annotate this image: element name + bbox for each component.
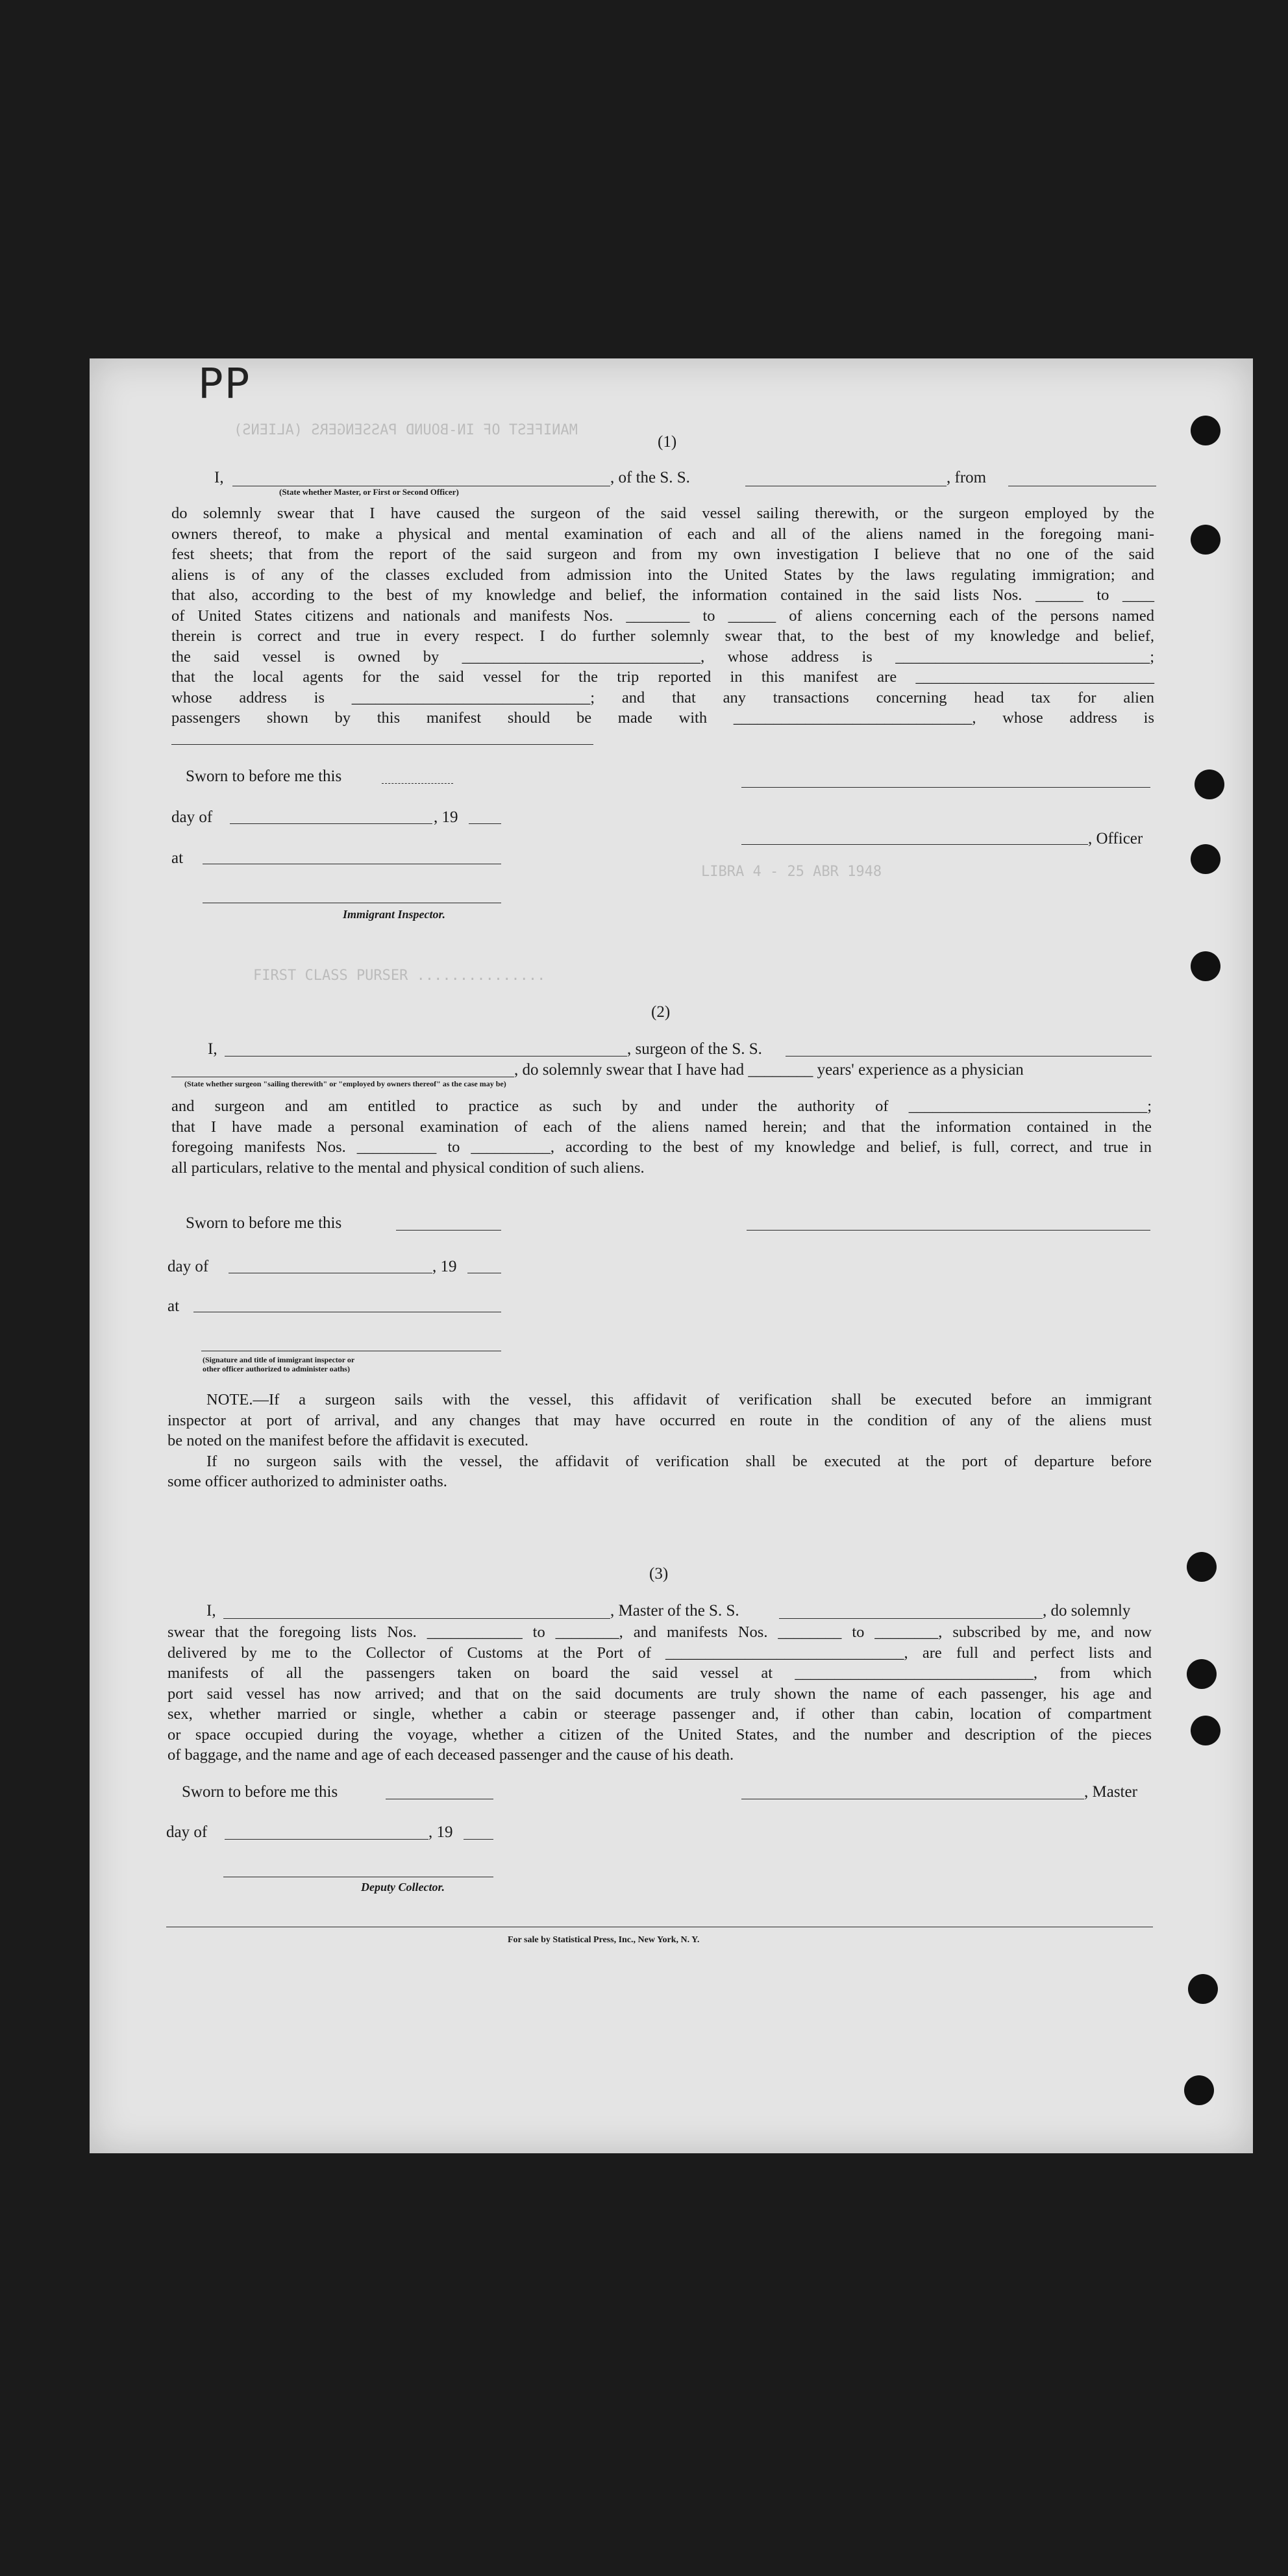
s1-signature-line-b <box>741 844 1088 845</box>
s1-line: aliens is of any of the classes excluded from admission into the United States by the laws regulating immigration; and <box>171 566 1154 584</box>
s3-collector-caption: Deputy Collector. <box>361 1881 445 1894</box>
s2-sworn-line <box>396 1230 501 1231</box>
s2-line: all particulars, relative to the mental and physical condition of such aliens. <box>171 1158 645 1177</box>
note-line: be noted on the manifest before the affidavit is executed. <box>167 1432 529 1449</box>
s1-day-of: day of <box>171 808 213 826</box>
s1-from: , from <box>947 469 987 486</box>
s3-master-of: , Master of the S. S. <box>610 1602 739 1619</box>
s3-sworn: Sworn to before me this <box>182 1783 338 1801</box>
s2-surgeon-signature-line <box>747 1230 1150 1231</box>
binder-hole <box>1187 1659 1217 1689</box>
s2-vessel-line <box>786 1056 1152 1057</box>
s3-paragraph <box>167 1622 1152 1766</box>
s1-line: owners thereof, to make a physical and mental examination of each and all of the aliens named in the foregoing mani- <box>171 525 1154 543</box>
s2-line: foregoing manifests Nos. __________ to __________, according to the best of my knowledge and belief, is full, correct, and true in <box>171 1138 1152 1156</box>
s2-sworn: Sworn to before me this <box>186 1214 342 1232</box>
s2-sig-note-1: (Signature and title of immigrant inspector or <box>203 1355 355 1364</box>
s1-officer-label: , Officer <box>1088 830 1143 847</box>
s2-note <box>167 1390 1152 1492</box>
s1-line: of United States citizens and nationals and manifests Nos. ________ to ______ of aliens concerning each of the persons named <box>171 606 1154 625</box>
section-2-number: (2) <box>651 1003 671 1021</box>
s1-line: fest sheets; that from the report of the said surgeon and from my own investigation I believe that no one of the said <box>171 545 1154 563</box>
s3-day-of: day of <box>166 1823 208 1841</box>
note-line: inspector at port of arrival, and any changes that may have occurred en route in the condition of any of the aliens must <box>167 1411 1152 1429</box>
s2-paragraph <box>171 1096 1152 1178</box>
s3-day-line <box>225 1839 428 1840</box>
s1-of-ss: , of the S. S. <box>610 469 690 486</box>
s1-i-label: I, <box>214 469 224 486</box>
binder-hole <box>1191 844 1220 874</box>
binder-hole <box>1191 525 1220 555</box>
s3-line: manifests of all the passengers taken on board the said vessel at ______________________________, from which <box>167 1664 1152 1682</box>
s3-line: delivered by me to the Collector of Customs at the Port of ______________________________, are full and perfect lists and <box>167 1644 1152 1662</box>
s3-solemnly: , do solemnly <box>1043 1602 1131 1619</box>
s1-year-line <box>469 823 501 824</box>
s3-vessel-line <box>779 1618 1043 1619</box>
section-1-number: (1) <box>658 433 677 451</box>
s1-paragraph <box>171 503 1154 729</box>
bleed-through-text: LIBRA 4 - 25 ABR 1948 <box>701 864 882 880</box>
s2-sig-note-2: other officer authorized to administer oaths) <box>203 1364 350 1373</box>
s3-line: port said vessel has now arrived; and that on the said documents are truly shown the name of each passenger, his age and <box>167 1684 1152 1703</box>
s3-year-line <box>464 1839 493 1840</box>
binder-hole <box>1187 1552 1217 1582</box>
binder-hole <box>1184 2075 1214 2105</box>
s2-surgeon-of: , surgeon of the S. S. <box>627 1040 762 1058</box>
s3-year: , 19 <box>428 1823 453 1841</box>
s3-line: sex, whether married or single, whether a cabin or steerage passenger and, if other than cabin, location of compartment <box>167 1705 1152 1723</box>
handwritten-mark: PP <box>198 360 251 408</box>
s2-state-note: (State whether surgeon "sailing therewith" or "employed by owners thereof" as the case may be) <box>184 1079 506 1088</box>
binder-hole <box>1188 1974 1218 2004</box>
s1-state-note: (State whether Master, or First or Second Officer) <box>279 487 459 497</box>
s3-name-line <box>223 1618 610 1619</box>
s1-line: that the local agents for the said vessel for the trip reported in this manifest are ______________________________ <box>171 668 1154 686</box>
s1-sworn: Sworn to before me this <box>186 768 342 785</box>
bleed-through-text: MANIFEST OF IN-BOUND PASSENGERS (ALIENS) <box>234 422 578 438</box>
binder-hole <box>1195 769 1224 799</box>
footer-printer-note: For sale by Statistical Press, Inc., New York, N. Y. <box>508 1935 700 1945</box>
s1-at: at <box>171 849 184 867</box>
s1-line: whose address is ______________________________; and that any transactions concerning head tax for alien <box>171 688 1154 707</box>
s2-at: at <box>167 1297 180 1315</box>
s1-inspector-caption: Immigrant Inspector. <box>343 908 446 921</box>
section-3-number: (3) <box>649 1565 669 1582</box>
s1-sworn-line <box>382 783 453 784</box>
s1-rule <box>171 744 593 745</box>
note-line: If no surgeon sails with the vessel, the affidavit of verification shall be executed at the port of departure before <box>206 1452 1152 1470</box>
note-line: some officer authorized to administer oaths. <box>167 1473 447 1490</box>
binder-hole <box>1191 951 1220 981</box>
s1-signature-line-a <box>741 787 1150 788</box>
s1-line: therein is correct and true in every respect. I do further solemnly swear that, to the best of my knowledge and belief, <box>171 627 1154 645</box>
s1-line: that also, according to the best of my knowledge and belief, the information contained in the said lists Nos. ______ to ____ <box>171 586 1154 604</box>
binder-hole <box>1191 1716 1220 1745</box>
s3-line: swear that the foregoing lists Nos. ____________ to ________, and manifests Nos. ________ to ________, subscribed by me, and now <box>167 1623 1152 1641</box>
s2-line1: , do solemnly swear that I have had ________ years' experience as a physician <box>514 1061 1024 1079</box>
s3-line: or space occupied during the voyage, whether a citizen of the United States, and the number and description of the pieces <box>167 1725 1152 1744</box>
s3-i-label: I, <box>206 1602 216 1619</box>
s1-day-line <box>230 823 432 824</box>
s1-line: do solemnly swear that I have caused the surgeon of the said vessel sailing therewith, or the surgeon employed by the <box>171 505 1154 522</box>
s3-master-label: , Master <box>1084 1783 1137 1801</box>
note-line: NOTE.—If a surgeon sails with the vessel, this affidavit of verification shall be executed before an immigrant <box>206 1391 1152 1408</box>
s2-name-line <box>225 1056 627 1057</box>
s2-line: and surgeon and am entitled to practice as such by and under the authority of ______________________________; <box>171 1097 1152 1115</box>
s2-i-label: I, <box>208 1040 217 1058</box>
binder-hole <box>1191 416 1220 445</box>
s3-line: of baggage, and the name and age of each deceased passenger and the cause of his death. <box>167 1746 734 1764</box>
s1-line: the said vessel is owned by ______________________________, whose address is ________________________________; <box>171 647 1154 666</box>
s2-line: that I have made a personal examination of each of the aliens named herein; and that the information contained in the <box>171 1118 1152 1136</box>
s1-year: , 19 <box>434 808 458 826</box>
bleed-through-text: FIRST CLASS PURSER ............... <box>253 968 546 984</box>
s2-year: , 19 <box>432 1258 457 1275</box>
s2-day-of: day of <box>167 1258 209 1275</box>
s1-line: passengers shown by this manifest should be made with ______________________________, whose address is <box>171 709 1154 727</box>
